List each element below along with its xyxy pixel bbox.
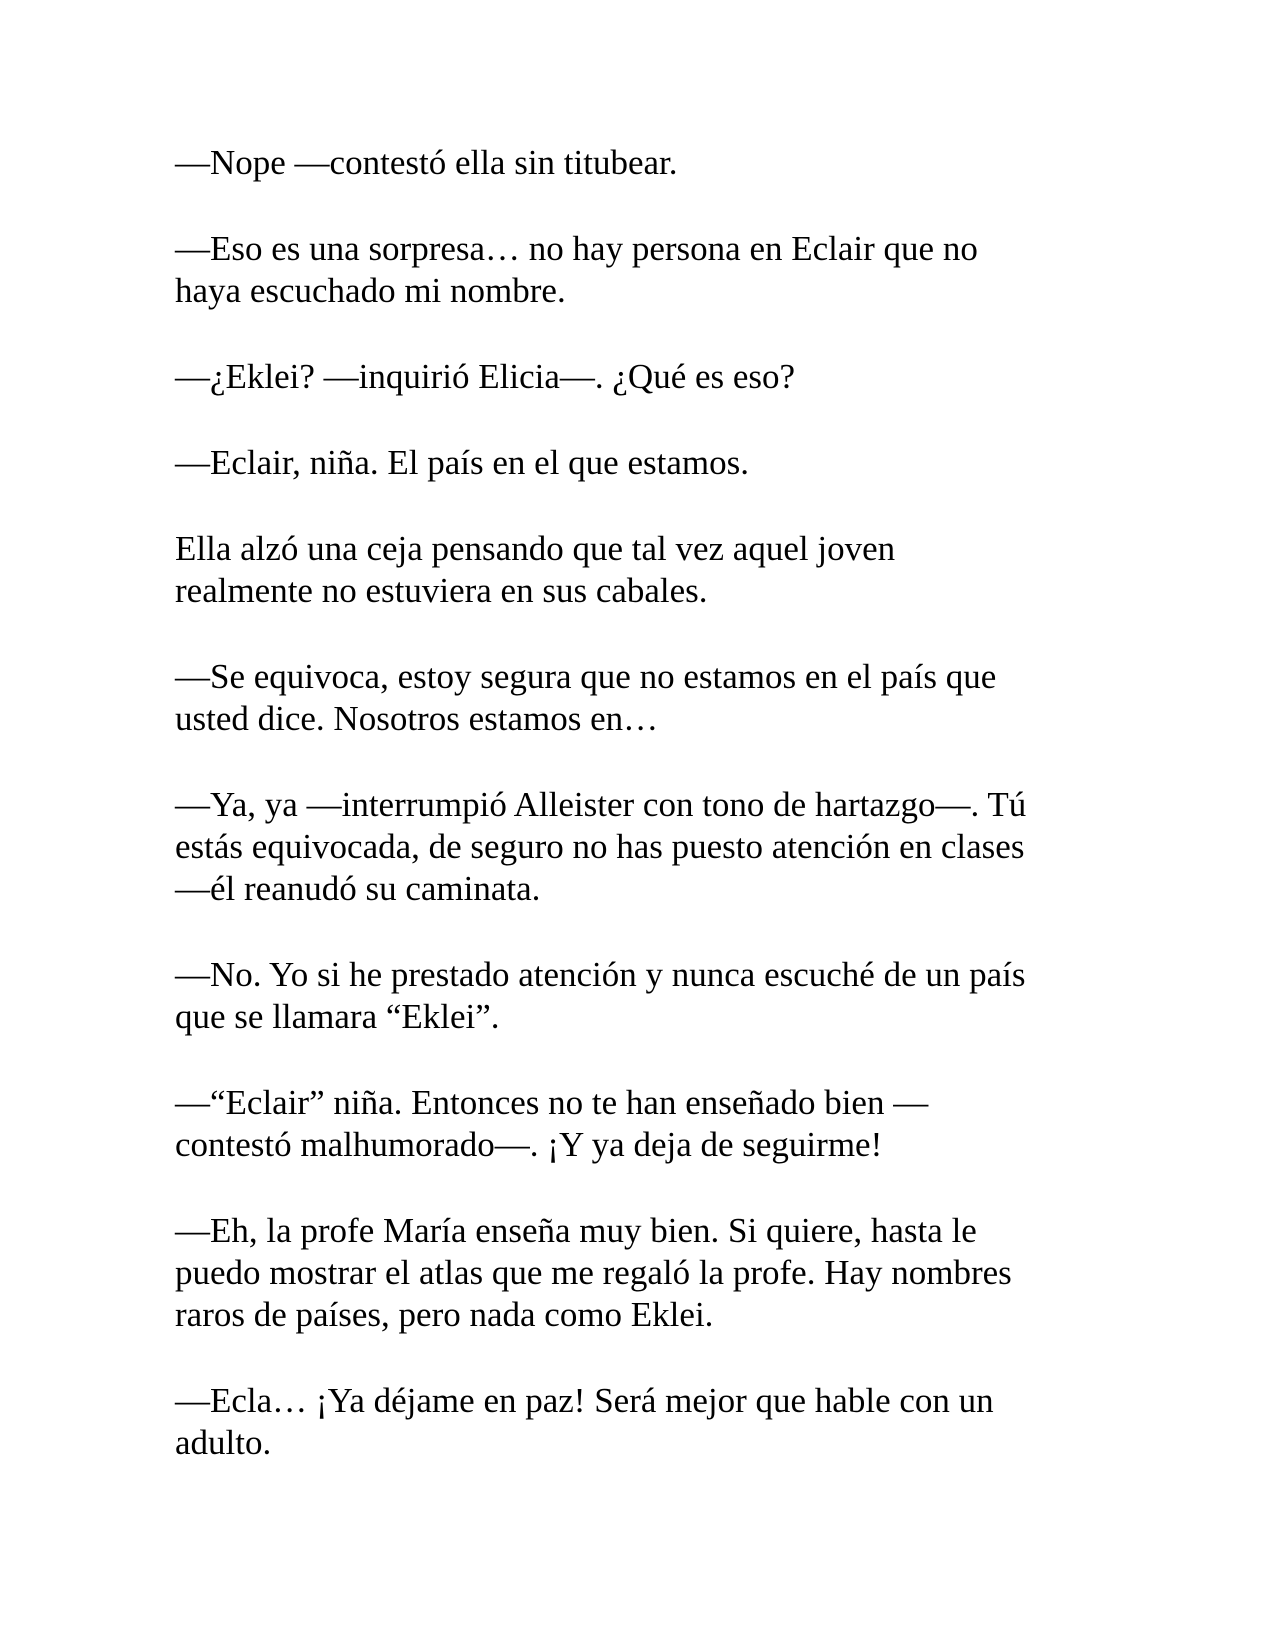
paragraph-11: —Ecla… ¡Ya déjame en paz! Será mejor que hable con un adulto. bbox=[175, 1381, 994, 1462]
paragraph-2: —Eso es una sorpresa… no hay persona en Eclair que no haya escuchado mi nombre. bbox=[175, 229, 978, 310]
paragraph-10: —Eh, la profe María enseña muy bien. Si quiere, hasta le puedo mostrar el atlas que me regaló la profe. Hay nombres raros de países, pero nada como Eklei. bbox=[175, 1211, 1012, 1334]
document-page bbox=[175, 142, 1095, 1508]
paragraph-7: —Ya, ya —interrumpió Alleister con tono de hartazgo—. Tú estás equivocada, de seguro no has puesto atención en clases —él reanudó su caminata. bbox=[175, 785, 1027, 908]
paragraph-3: —¿Eklei? —inquirió Elicia—. ¿Qué es eso? bbox=[175, 357, 796, 396]
paragraph-9: —“Eclair” niña. Entonces no te han enseñado bien — contestó malhumorado—. ¡Y ya deja de seguirme! bbox=[175, 1083, 929, 1164]
paragraph-8: —No. Yo si he prestado atención y nunca escuché de un país que se llamara “Eklei”. bbox=[175, 955, 1026, 1036]
paragraph-5: Ella alzó una ceja pensando que tal vez aquel joven realmente no estuviera en sus cabales. bbox=[175, 529, 896, 610]
paragraph-1: —Nope —contestó ella sin titubear. bbox=[175, 143, 678, 182]
paragraph-4: —Eclair, niña. El país en el que estamos. bbox=[175, 443, 749, 482]
paragraph-6: —Se equivoca, estoy segura que no estamos en el país que usted dice. Nosotros estamos en… bbox=[175, 657, 997, 738]
